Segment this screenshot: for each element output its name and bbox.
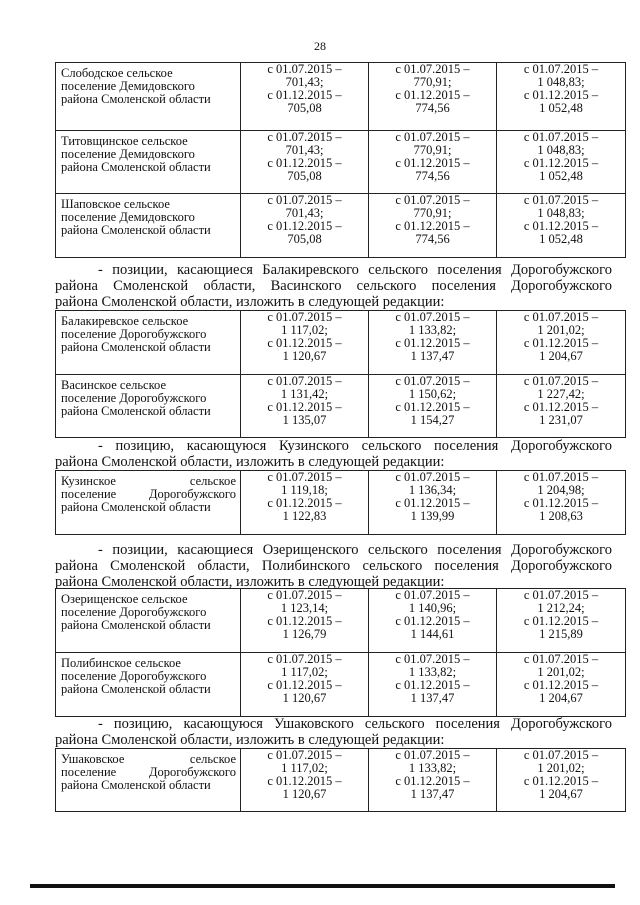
rate-line: 1 048,83;: [537, 206, 585, 220]
rate-line: с 01.07.2015 –: [267, 310, 342, 324]
table-row: [56, 375, 626, 438]
paragraph-line: - позицию, касающуюся Ушаковского сельского поселения Дорогобужского: [98, 716, 612, 732]
rate-line: 774,56: [415, 232, 450, 246]
settlement-name-line: района Смоленской области: [61, 223, 211, 237]
paragraph-line: района Смоленской области, Полибинского сельского поселения Дорогобужского: [55, 558, 612, 574]
rate-line: с 01.12.2015 –: [523, 678, 599, 692]
rate-line: 1 120,67: [282, 787, 327, 801]
settlement-name-cell: [56, 375, 241, 438]
rate-cell: [497, 471, 626, 535]
rate-line: 1 136,34;: [408, 483, 457, 497]
table-row: [56, 63, 626, 131]
rate-line: с 01.07.2015 –: [523, 652, 599, 666]
rate-line: с 01.07.2015 –: [267, 130, 342, 144]
rate-line: с 01.07.2015 –: [267, 62, 342, 76]
rate-line: 1 048,83;: [537, 75, 585, 89]
rate-line: с 01.12.2015 –: [523, 774, 599, 788]
rate-line: с 01.07.2015 –: [395, 310, 470, 324]
amendment-paragraph: [55, 262, 612, 310]
rate-line: с 01.12.2015 –: [523, 156, 599, 170]
rate-cell: [369, 311, 497, 375]
rate-line: 1 120,67: [282, 349, 327, 363]
rate-line: 1 117,02;: [281, 665, 328, 679]
rate-line: 1 052,48: [539, 232, 583, 246]
rate-line: с 01.07.2015 –: [395, 62, 470, 76]
rate-line: с 01.12.2015 –: [523, 496, 599, 510]
rates-table-ushakovsky: [55, 748, 612, 812]
rate-line: с 01.07.2015 –: [267, 193, 342, 207]
amendment-paragraph: [55, 716, 612, 748]
settlement-name-cell: [56, 471, 241, 535]
settlement-name-line: Озерищенское сельское: [61, 592, 188, 606]
rate-line: 1 133,82;: [408, 665, 457, 679]
rate-line: 774,56: [415, 169, 450, 183]
rate-line: с 01.12.2015 –: [395, 400, 470, 414]
rate-cell: [369, 375, 497, 438]
rate-line: 1 137,47: [410, 349, 455, 363]
rate-line: с 01.07.2015 –: [523, 588, 599, 602]
rate-line: 1 227,42;: [537, 387, 585, 401]
rate-cell: [241, 471, 369, 535]
settlement-name-line: Шаповское сельское: [61, 197, 170, 211]
rate-line: с 01.07.2015 –: [523, 310, 599, 324]
rate-line: с 01.07.2015 –: [267, 748, 342, 762]
rate-line: 1 123,14;: [280, 601, 329, 615]
rates-table-kuzinsky: [55, 470, 612, 535]
rate-line: с 01.12.2015 –: [523, 614, 599, 628]
rate-line: 1 150,62;: [408, 387, 457, 401]
paragraph-line: района Смоленской области, изложить в следующей редакции:: [55, 294, 445, 310]
table-row: [56, 749, 626, 812]
rate-line: 1 201,02;: [537, 761, 585, 775]
rate-cell: [241, 749, 369, 812]
table-row: [56, 311, 626, 375]
settlement-name-line: Кузинское сельское: [61, 474, 236, 488]
rate-cell: [497, 375, 626, 438]
rate-line: 1 139,99: [410, 509, 455, 523]
rate-line: с 01.12.2015 –: [267, 774, 342, 788]
rate-line: с 01.12.2015 –: [267, 678, 342, 692]
rate-cell: [497, 131, 626, 194]
rate-line: 1 131,42;: [280, 387, 329, 401]
settlement-name-line: района Смоленской области: [61, 92, 211, 106]
rate-line: 1 204,67: [539, 691, 583, 705]
settlement-name-line: поселение Демидовского: [61, 79, 195, 93]
rate-cell: [369, 749, 497, 812]
settlement-name-line: района Смоленской области: [61, 404, 211, 418]
rate-line: с 01.12.2015 –: [523, 219, 599, 233]
settlement-name-cell: [56, 653, 241, 717]
footer-rule: [30, 884, 615, 888]
rates-table-ozerishchensky-polibinsky: [55, 588, 612, 717]
rate-line: с 01.12.2015 –: [267, 400, 342, 414]
settlement-name-line: района Смоленской области: [61, 618, 211, 632]
rate-line: 1 137,47: [410, 787, 455, 801]
settlement-name-line: Слободское сельское: [61, 66, 173, 80]
settlement-name-line: Ушаковское сельское: [61, 752, 236, 766]
table-row: [56, 653, 626, 717]
rate-line: 770,91;: [413, 75, 452, 89]
rate-cell: [241, 589, 369, 653]
settlement-name-cell: [56, 311, 241, 375]
settlement-name-line: Васинское сельское: [61, 378, 166, 392]
settlement-name-line: поселение Дорогобужского: [61, 487, 236, 501]
rate-line: 1 117,02;: [281, 761, 328, 775]
rate-cell: [241, 131, 369, 194]
settlement-name-cell: [56, 589, 241, 653]
rate-line: с 01.12.2015 –: [523, 336, 599, 350]
rate-line: 1 048,83;: [537, 143, 585, 157]
rate-cell: [497, 63, 626, 131]
rates-table-balakirevsky-vasinsky: [55, 310, 612, 438]
rate-line: с 01.07.2015 –: [523, 374, 599, 388]
rate-line: 1 117,02;: [281, 323, 328, 337]
rate-line: 1 137,47: [410, 691, 455, 705]
settlement-name-line: поселение Дорогобужского: [61, 605, 207, 619]
rate-cell: [369, 589, 497, 653]
rate-line: с 01.07.2015 –: [395, 470, 470, 484]
rate-cell: [369, 471, 497, 535]
rate-line: 770,91;: [413, 143, 452, 157]
rate-cell: [497, 194, 626, 258]
settlement-name-line: района Смоленской области: [61, 160, 211, 174]
settlement-name-line: поселение Дорогобужского: [61, 669, 207, 683]
rate-line: с 01.07.2015 –: [523, 62, 599, 76]
settlement-name-cell: [56, 194, 241, 258]
rate-line: с 01.12.2015 –: [523, 88, 599, 102]
rate-cell: [497, 749, 626, 812]
rate-line: 1 133,82;: [408, 323, 457, 337]
rate-line: с 01.12.2015 –: [267, 219, 342, 233]
rate-line: 1 201,02;: [537, 665, 585, 679]
rate-line: 1 119,18;: [281, 483, 328, 497]
rate-line: с 01.07.2015 –: [395, 374, 470, 388]
rate-cell: [241, 375, 369, 438]
rate-line: 1 120,67: [282, 691, 327, 705]
settlement-name-line: Полибинское сельское: [61, 656, 181, 670]
rate-line: 705,08: [287, 232, 322, 246]
paragraph-line: района Смоленской области, изложить в следующей редакции:: [55, 732, 445, 748]
table-row: [56, 131, 626, 194]
settlement-name-line: поселение Дорогобужского: [61, 765, 236, 779]
rate-line: с 01.07.2015 –: [267, 652, 342, 666]
table-row: [56, 589, 626, 653]
rate-line: 1 126,79: [282, 627, 327, 641]
rate-cell: [241, 311, 369, 375]
settlement-name-line: поселение Дорогобужского: [61, 391, 207, 405]
table-row: [56, 471, 626, 535]
rate-line: с 01.07.2015 –: [267, 374, 342, 388]
rate-line: 701,43;: [285, 75, 324, 89]
rate-line: 1 204,67: [539, 787, 583, 801]
rate-line: с 01.07.2015 –: [267, 588, 342, 602]
rate-line: с 01.07.2015 –: [395, 652, 470, 666]
rate-cell: [369, 194, 497, 258]
rate-line: 701,43;: [285, 206, 324, 220]
rate-line: с 01.07.2015 –: [523, 470, 599, 484]
paragraph-line: района Смоленской области, изложить в следующей редакции:: [55, 454, 445, 470]
settlement-name-line: Титовщинское сельское: [61, 134, 188, 148]
settlement-name-line: района Смоленской области: [61, 778, 211, 792]
rate-line: 1 215,89: [539, 627, 583, 641]
rate-cell: [497, 311, 626, 375]
rate-line: с 01.07.2015 –: [395, 748, 470, 762]
settlement-name-line: поселение Дорогобужского: [61, 327, 207, 341]
paragraph-line: - позиции, касающиеся Балакиревского сельского поселения Дорогобужского: [98, 262, 612, 278]
settlement-name-line: поселение Демидовского: [61, 210, 195, 224]
rate-line: с 01.12.2015 –: [523, 400, 599, 414]
settlement-name-cell: [56, 131, 241, 194]
rate-line: с 01.12.2015 –: [267, 156, 342, 170]
rate-line: с 01.12.2015 –: [395, 774, 470, 788]
rate-line: 1 204,67: [539, 349, 583, 363]
rate-line: 1 208,63: [539, 509, 583, 523]
settlement-name-cell: [56, 63, 241, 131]
rate-line: с 01.07.2015 –: [395, 130, 470, 144]
rate-line: с 01.12.2015 –: [267, 496, 342, 510]
amendment-paragraph: [55, 438, 612, 470]
rate-line: 1 231,07: [539, 413, 583, 427]
rate-line: с 01.12.2015 –: [395, 614, 470, 628]
settlement-name-line: поселение Демидовского: [61, 147, 195, 161]
rate-line: 1 154,27: [410, 413, 455, 427]
rate-cell: [497, 653, 626, 717]
rate-line: 1 212,24;: [537, 601, 585, 615]
paragraph-line: - позицию, касающуюся Кузинского сельского поселения Дорогобужского: [98, 438, 612, 454]
rate-cell: [369, 653, 497, 717]
rate-cell: [241, 653, 369, 717]
rate-line: 1 052,48: [539, 169, 583, 183]
paragraph-line: - позиции, касающиеся Озерищенского сельского поселения Дорогобужского: [98, 542, 612, 558]
rate-line: с 01.07.2015 –: [523, 193, 599, 207]
rate-line: с 01.12.2015 –: [267, 336, 342, 350]
rate-cell: [241, 63, 369, 131]
paragraph-line: района Смоленской области, изложить в следующей редакции:: [55, 574, 445, 590]
rate-line: 1 133,82;: [408, 761, 457, 775]
rate-line: с 01.12.2015 –: [267, 88, 342, 102]
rate-line: с 01.07.2015 –: [395, 588, 470, 602]
page-number: 28: [314, 39, 326, 53]
rate-line: 774,56: [415, 101, 450, 115]
rate-line: с 01.12.2015 –: [267, 614, 342, 628]
rate-line: 1 135,07: [282, 413, 327, 427]
rate-line: 701,43;: [285, 143, 324, 157]
rate-line: 705,08: [287, 169, 322, 183]
rate-line: 1 201,02;: [537, 323, 585, 337]
rate-line: 1 140,96;: [408, 601, 457, 615]
rate-cell: [369, 63, 497, 131]
rate-line: с 01.07.2015 –: [267, 470, 342, 484]
rate-line: с 01.12.2015 –: [395, 678, 470, 692]
settlement-name-line: района Смоленской области: [61, 500, 211, 514]
rate-line: с 01.07.2015 –: [523, 748, 599, 762]
settlement-name-cell: [56, 749, 241, 812]
rate-line: 1 052,48: [539, 101, 583, 115]
amendment-paragraph: [55, 542, 612, 590]
rate-line: 770,91;: [413, 206, 452, 220]
rate-line: с 01.07.2015 –: [395, 193, 470, 207]
settlement-name-line: Балакиревское сельское: [61, 314, 189, 328]
rate-line: с 01.12.2015 –: [395, 156, 470, 170]
rate-line: 1 204,98;: [537, 483, 585, 497]
rate-cell: [241, 194, 369, 258]
rates-table-demidovsky: [55, 62, 612, 258]
settlement-name-line: района Смоленской области: [61, 340, 211, 354]
table-row: [56, 194, 626, 258]
rate-line: с 01.12.2015 –: [395, 496, 470, 510]
rate-line: с 01.12.2015 –: [395, 219, 470, 233]
rate-line: 705,08: [287, 101, 322, 115]
rate-line: с 01.12.2015 –: [395, 88, 470, 102]
rate-cell: [497, 589, 626, 653]
rate-line: 1 122,83: [282, 509, 327, 523]
rate-line: с 01.07.2015 –: [523, 130, 599, 144]
paragraph-line: района Смоленской области, Васинского сельского поселения Дорогобужского: [55, 278, 612, 294]
rate-line: 1 144,61: [410, 627, 455, 641]
rate-cell: [369, 131, 497, 194]
rate-line: с 01.12.2015 –: [395, 336, 470, 350]
settlement-name-line: района Смоленской области: [61, 682, 211, 696]
